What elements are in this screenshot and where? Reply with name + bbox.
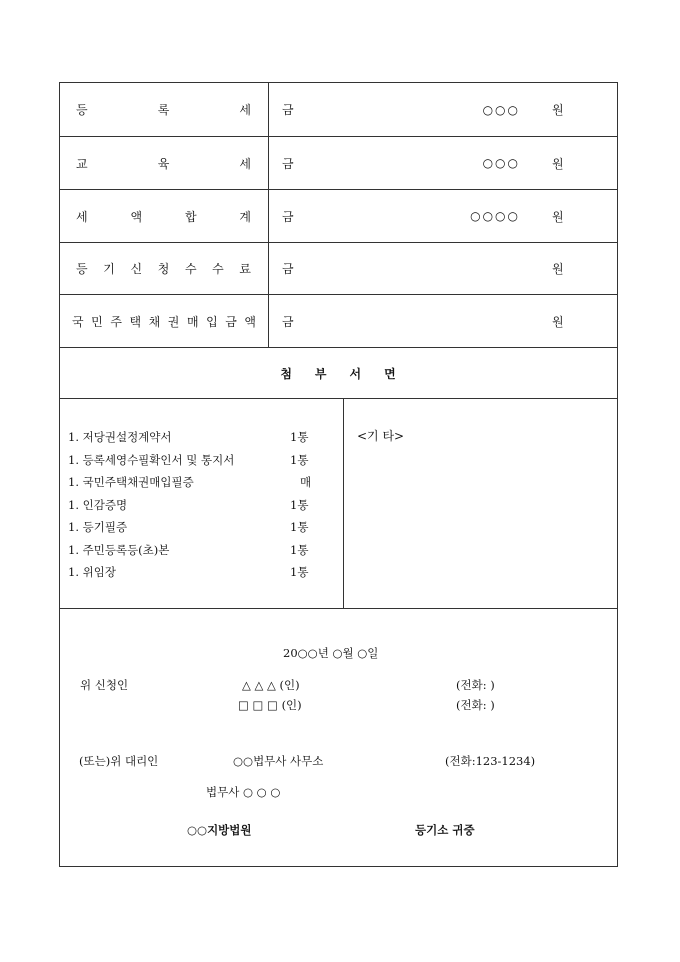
amount-prefix: 금: [282, 314, 294, 329]
heading-char: 부: [314, 366, 328, 381]
attachment-item: [68, 426, 328, 449]
amount-unit: 원: [552, 262, 564, 276]
heading-char: 면: [384, 366, 397, 381]
attachment-name: 1. 인감증명: [68, 497, 128, 512]
label-char: 료: [239, 262, 251, 276]
attachment-name: 1. 위임장: [68, 565, 116, 579]
attachment-qty: 1통: [290, 452, 309, 467]
attachment-item: [68, 494, 328, 517]
amount-unit: 원: [552, 156, 564, 171]
attachment-name: 1. 등록세영수필확인서 및 통지서: [68, 452, 235, 467]
label-char: 입: [206, 314, 218, 329]
amount-unit: 원: [552, 209, 564, 224]
fee-row-registration-tax: [60, 83, 617, 137]
fee-label: [60, 243, 269, 294]
attachment-qty: 1통: [290, 430, 309, 444]
label-char: 세: [239, 156, 251, 171]
label-char: 수: [184, 262, 197, 276]
amount-value: ○○○: [482, 156, 520, 170]
label-char: 주: [110, 314, 122, 329]
amount-prefix: 금: [282, 262, 294, 276]
label-char: 금: [225, 314, 237, 329]
fee-label: [60, 190, 269, 242]
applicant-2-phone: (전화: ): [456, 698, 495, 712]
amount-prefix: 금: [282, 103, 294, 117]
fee-row-tax-total: [60, 190, 617, 243]
label-char: 등: [76, 262, 88, 276]
fee-label: [60, 295, 269, 347]
label-char: 액: [244, 314, 256, 329]
label-char: 민: [91, 314, 103, 329]
attachment-list: [68, 426, 328, 584]
attachment-name: 1. 저당권설정계약서: [68, 430, 172, 444]
registration-form: [59, 82, 618, 867]
attachment-item: [68, 449, 328, 472]
attachment-item: [68, 516, 328, 539]
amount-value: ○○○: [482, 102, 520, 117]
amount-unit: 원: [552, 314, 564, 329]
label-char: 신: [130, 262, 143, 276]
court-name: ○○지방법원: [187, 823, 252, 837]
agent-label: (또는)위 대리인: [79, 754, 159, 768]
applicant-label: 위 신청인: [80, 678, 129, 692]
heading-char: 서: [349, 366, 363, 381]
label-char: 채: [148, 314, 161, 329]
attachment-qty: 1통: [290, 565, 309, 579]
fee-row-housing-bond: [60, 295, 617, 348]
label-char: 계: [239, 209, 251, 224]
registry-addressee: 등기소 귀중: [415, 823, 475, 837]
label-char: 기: [103, 262, 115, 276]
attachment-name: 1. 국민주택채권매입필증: [68, 475, 194, 489]
fee-row-education-tax: [60, 137, 617, 190]
label-char: 록: [157, 103, 170, 117]
attachment-item: [68, 539, 328, 562]
agent-name: 법무사 ○ ○ ○: [206, 785, 281, 799]
label-char: 국: [72, 314, 84, 329]
agent-office: ○○법무사 사무소: [233, 754, 324, 768]
applicant-1-phone: (전화: ): [456, 678, 495, 692]
fee-label: [60, 83, 269, 136]
amount-prefix: 금: [282, 209, 294, 224]
attachments-heading: [60, 348, 617, 399]
applicant-2: □ □ □ (인): [238, 698, 302, 712]
application-date: 20○○년 ○월 ○일: [283, 646, 379, 660]
label-char: 교: [76, 156, 88, 171]
label-char: 등: [76, 103, 88, 117]
label-char: 합: [184, 209, 197, 224]
fee-label: [60, 137, 269, 189]
label-char: 택: [129, 314, 142, 329]
amount-prefix: 금: [282, 156, 294, 171]
attachment-list-cell: [60, 399, 344, 608]
fee-row-registration-fee: [60, 243, 617, 295]
label-char: 세: [239, 103, 251, 117]
label-char: 액: [130, 209, 143, 224]
amount-unit: 원: [552, 103, 564, 117]
label-char: 매: [186, 314, 199, 329]
label-char: 권: [167, 314, 180, 329]
agent-phone: (전화:123-1234): [445, 754, 536, 768]
other-label: <기 타>: [357, 429, 405, 443]
label-char: 청: [157, 262, 170, 276]
attachment-qty: 매: [300, 475, 312, 489]
attachment-item: [68, 561, 328, 584]
applicant-1: △ △ △ (인): [242, 678, 300, 692]
attachment-item: [68, 471, 328, 494]
amount-value: ○○○○: [470, 209, 520, 223]
heading-char: 첨: [280, 366, 293, 381]
label-char: 육: [157, 156, 170, 171]
label-char: 세: [76, 209, 88, 224]
attachment-qty: 1통: [290, 520, 309, 534]
label-char: 수: [212, 262, 224, 276]
signature-section: [60, 609, 617, 866]
attachment-qty: 1통: [290, 542, 309, 557]
attachment-name: 1. 등기필증: [68, 520, 128, 534]
attachment-qty: 1통: [290, 497, 309, 512]
attachments-section: [60, 399, 617, 609]
attachment-name: 1. 주민등록등(초)본: [68, 542, 170, 557]
